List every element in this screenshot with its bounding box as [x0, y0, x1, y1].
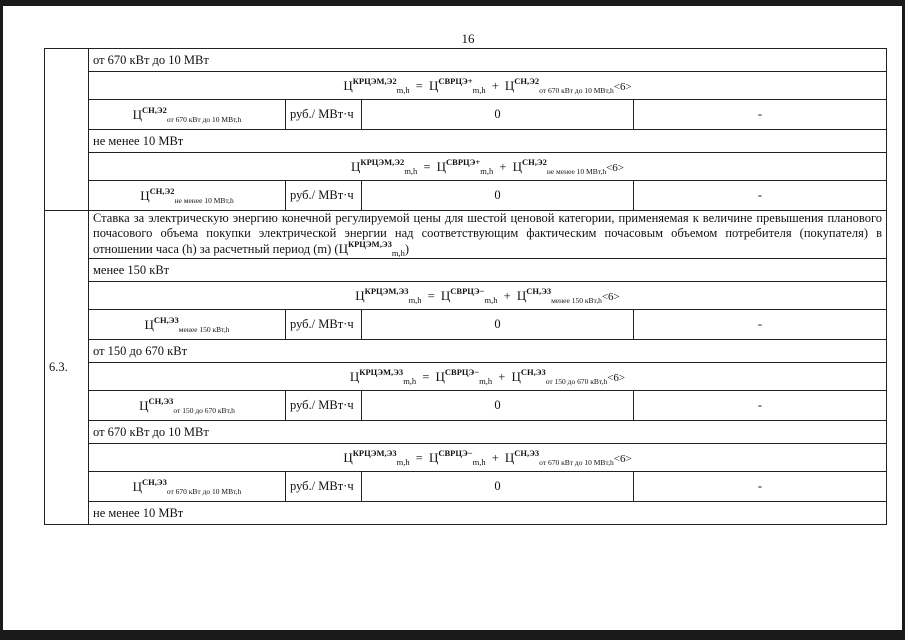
empty-value-cell: - — [634, 472, 887, 502]
value-cell: 0 — [362, 472, 634, 502]
rate-symbol: $Ц^{СН,Э2}_{от 670 кВт до 10 МВт,h}$ — [89, 100, 286, 130]
table-row — [45, 153, 887, 181]
page-number: 16 — [461, 31, 475, 46]
subcategory-label: от 670 кВт до 10 МВт — [89, 421, 887, 444]
rate-symbol: $Ц^{СН,Э2}_{не менее 10 МВт,h}$ — [89, 181, 286, 211]
formula: $Ц^{КРЦЭМ,Э3}_{m,h} = Ц^{СВРЦЭ-}_{m,h} + Ц^{СН,Э3}_{от 150 до 670 кВт,h}<6>$ — [89, 363, 887, 391]
rate-symbol: $Ц^{СН,Э3}_{от 670 кВт до 10 МВт,h}$ — [89, 472, 286, 502]
subcategory-label: менее 150 кВт — [89, 259, 887, 282]
table-row — [45, 49, 887, 72]
formula: $Ц^{КРЦЭМ,Э2}_{m,h} = Ц^{СВРЦЭ+}_{m,h} + Ц^{СН,Э2}_{не менее 10 МВт,h}<6>$ — [89, 153, 887, 181]
empty-value-cell: - — [634, 310, 887, 340]
scan-border-top — [0, 0, 905, 6]
table-row — [45, 211, 887, 259]
unit-cell: руб./ МВт·ч — [286, 181, 362, 211]
table-row — [45, 181, 887, 211]
value-cell: 0 — [362, 100, 634, 130]
empty-value-cell: - — [634, 100, 887, 130]
table-row — [45, 130, 887, 153]
empty-value-cell: - — [634, 181, 887, 211]
scan-border-bottom — [0, 630, 905, 640]
table-row — [45, 363, 887, 391]
subcategory-label: от 670 кВт до 10 МВт — [89, 49, 887, 72]
subcategory-label: от 150 до 670 кВт — [89, 340, 887, 363]
subcategory-label: не менее 10 МВт — [89, 130, 887, 153]
unit-cell: руб./ МВт·ч — [286, 472, 362, 502]
table-row — [45, 282, 887, 310]
table-row — [45, 310, 887, 340]
scan-border-left — [0, 0, 3, 640]
value-cell: 0 — [362, 391, 634, 421]
rate-symbol: $Ц^{СН,Э3}_{менее 150 кВт,h}$ — [89, 310, 286, 340]
formula: $Ц^{КРЦЭМ,Э3}_{m,h} = Ц^{СВРЦЭ-}_{m,h} + Ц^{СН,Э3}_{менее 150 кВт,h}<6>$ — [89, 282, 887, 310]
table-row — [45, 100, 887, 130]
empty-value-cell: - — [634, 391, 887, 421]
table-row — [45, 421, 887, 444]
table-row — [45, 502, 887, 525]
table-row — [45, 391, 887, 421]
value-cell: 0 — [362, 181, 634, 211]
table-row — [45, 259, 887, 282]
section-number: 6.3. — [45, 211, 89, 525]
rate-symbol: $Ц^{СН,Э3}_{от 150 до 670 кВт,h}$ — [89, 391, 286, 421]
number-cell-empty — [45, 49, 89, 211]
section-description: Ставка за электрическую энергию конечной регулируемой цены для шестой ценовой категории, применяемая к величине превышения планового почасового объема покупки электрической энергии над соответствующим фактическим почасовым объемом потребителя (покупателя) в отношении часа (h) за расчетный период (m) $(Ц^{КРЦЭМ,Э3}_{m,h})$ — [89, 211, 887, 259]
unit-cell: руб./ МВт·ч — [286, 310, 362, 340]
formula: $Ц^{КРЦЭМ,Э2}_{m,h} = Ц^{СВРЦЭ+}_{m,h} + Ц^{СН,Э2}_{от 670 кВт до 10 МВт,h}<6>$ — [89, 72, 887, 100]
value-cell: 0 — [362, 310, 634, 340]
unit-cell: руб./ МВт·ч — [286, 391, 362, 421]
subcategory-label: не менее 10 МВт — [89, 502, 887, 525]
formula: $Ц^{КРЦЭМ,Э3}_{m,h} = Ц^{СВРЦЭ-}_{m,h} + Ц^{СН,Э3}_{от 670 кВт до 10 МВт,h}<6>$ — [89, 444, 887, 472]
table-row — [45, 472, 887, 502]
table-row — [45, 72, 887, 100]
unit-cell: руб./ МВт·ч — [286, 100, 362, 130]
table-row — [45, 444, 887, 472]
table-row — [45, 340, 887, 363]
tariff-table — [44, 48, 887, 525]
